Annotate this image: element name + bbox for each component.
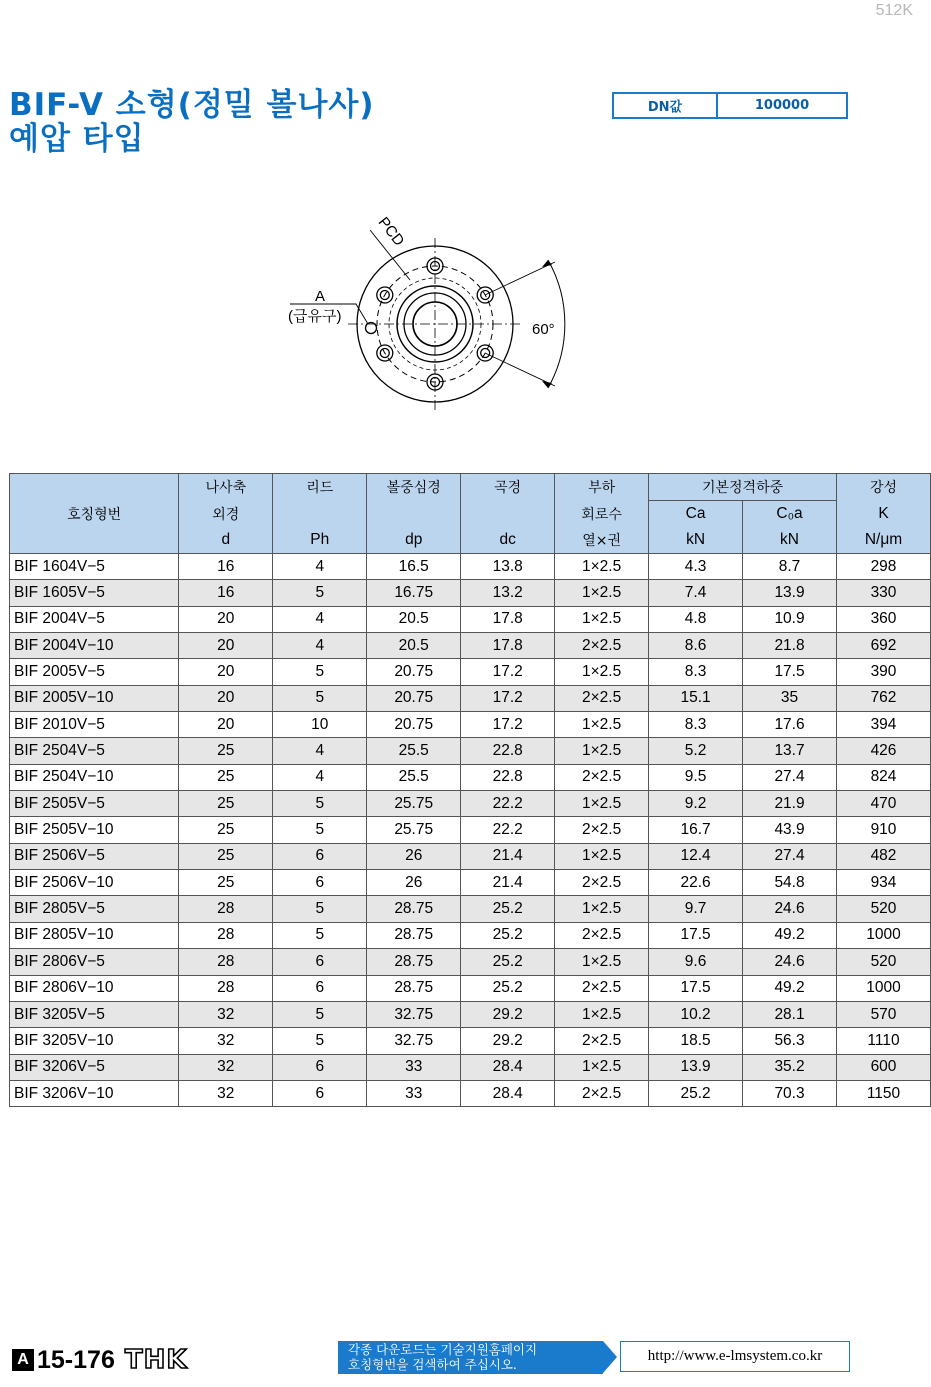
header-circuits-2: 회로수 [555,501,649,528]
section-badge: A [12,1349,34,1371]
flange-diagram [270,210,600,420]
header-row-2 [10,501,931,528]
cell-model: BIF 2504V−10 [10,764,179,790]
cell-c0a: 54.8 [743,870,837,896]
cell-shaft-dia: 20 [179,659,273,685]
header-c0a-1: C₀a [743,501,837,528]
cell-c0a: 49.2 [743,975,837,1001]
cell-root-dia: 25.2 [461,975,555,1001]
cell-lead: 4 [273,633,367,659]
table-row [10,554,931,580]
header-ca-1: Ca [649,501,743,528]
cell-ball-center: 16.75 [367,580,461,606]
cell-model: BIF 2005V−10 [10,685,179,711]
cell-ball-center: 25.75 [367,791,461,817]
cell-model: BIF 2806V−5 [10,949,179,975]
cell-c0a: 27.4 [743,764,837,790]
cell-ball-center: 20.5 [367,633,461,659]
cell-lead: 6 [273,843,367,869]
a-label: A [315,288,326,305]
cell-ca: 17.5 [649,922,743,948]
cell-shaft-dia: 16 [179,580,273,606]
cell-shaft-dia: 32 [179,1080,273,1106]
header-shaft-1: 나사축 [179,474,273,501]
cell-stiffness: 330 [837,580,931,606]
cell-ca: 9.2 [649,791,743,817]
cell-circuits: 1×2.5 [555,1001,649,1027]
cell-stiffness: 520 [837,896,931,922]
cell-root-dia: 17.8 [461,606,555,632]
cell-model: BIF 2805V−5 [10,896,179,922]
table-row [10,633,931,659]
cell-shaft-dia: 25 [179,870,273,896]
angle-extension-lower [485,353,555,386]
cell-lead: 6 [273,1054,367,1080]
cell-c0a: 24.6 [743,949,837,975]
cell-circuits: 1×2.5 [555,843,649,869]
title-line-1: BIF-V 소형(정밀 볼나사) [9,87,375,123]
cell-model: BIF 3205V−5 [10,1001,179,1027]
cell-ball-center: 25.5 [367,738,461,764]
cell-root-dia: 21.4 [461,870,555,896]
cell-c0a: 13.9 [743,580,837,606]
cell-lead: 5 [273,896,367,922]
cell-root-dia: 13.2 [461,580,555,606]
cell-root-dia: 17.2 [461,712,555,738]
cell-stiffness: 390 [837,659,931,685]
cell-model: BIF 2806V−10 [10,975,179,1001]
cell-root-dia: 28.4 [461,1080,555,1106]
cell-root-dia: 17.8 [461,633,555,659]
cell-stiffness: 762 [837,685,931,711]
cell-shaft-dia: 28 [179,922,273,948]
cell-circuits: 1×2.5 [555,659,649,685]
cell-circuits: 1×2.5 [555,1054,649,1080]
cell-model: BIF 2004V−10 [10,633,179,659]
cell-ca: 10.2 [649,1001,743,1027]
dn-value-box [612,92,848,119]
cell-ball-center: 33 [367,1080,461,1106]
cell-shaft-dia: 32 [179,1001,273,1027]
cell-stiffness: 520 [837,949,931,975]
cell-stiffness: 824 [837,764,931,790]
cell-root-dia: 28.4 [461,1054,555,1080]
table-row [10,659,931,685]
cell-ca: 16.7 [649,817,743,843]
brand-logo: THK [124,1345,188,1375]
cell-model: BIF 2010V−5 [10,712,179,738]
cell-ca: 9.5 [649,764,743,790]
table-row [10,843,931,869]
header-model-top [10,474,179,501]
cell-model: BIF 1604V−5 [10,554,179,580]
page-title [9,88,375,156]
cell-root-dia: 25.2 [461,896,555,922]
cell-ball-center: 26 [367,870,461,896]
cell-root-dia: 25.2 [461,922,555,948]
a-note: (급유구) [288,308,342,325]
spec-table [9,473,931,1107]
cell-lead: 10 [273,712,367,738]
table-row [10,580,931,606]
cell-c0a: 24.6 [743,896,837,922]
header-shaft-2: 외경 [179,501,273,528]
cell-shaft-dia: 20 [179,633,273,659]
cell-shaft-dia: 25 [179,843,273,869]
cell-root-dia: 22.8 [461,738,555,764]
header-rating-group: 기본정격하중 [649,474,837,501]
cell-c0a: 17.6 [743,712,837,738]
cell-stiffness: 1110 [837,1028,931,1054]
cell-root-dia: 29.2 [461,1001,555,1027]
cell-circuits: 2×2.5 [555,817,649,843]
cell-lead: 6 [273,1080,367,1106]
cell-root-dia: 22.2 [461,791,555,817]
cell-c0a: 43.9 [743,817,837,843]
table-row [10,1080,931,1106]
cell-shaft-dia: 20 [179,606,273,632]
cell-ball-center: 20.75 [367,685,461,711]
table-row [10,949,931,975]
header-shaft-3: d [179,527,273,554]
cell-ca: 12.4 [649,843,743,869]
header-root-2 [461,501,555,528]
cell-shaft-dia: 25 [179,764,273,790]
cell-model: BIF 2506V−5 [10,843,179,869]
cell-c0a: 17.5 [743,659,837,685]
cell-shaft-dia: 16 [179,554,273,580]
table-row [10,870,931,896]
table-row [10,791,931,817]
cell-c0a: 70.3 [743,1080,837,1106]
table-row [10,685,931,711]
cell-shaft-dia: 28 [179,896,273,922]
cell-ca: 7.4 [649,580,743,606]
table-row [10,975,931,1001]
cell-lead: 5 [273,685,367,711]
cell-shaft-dia: 32 [179,1054,273,1080]
header-stiffness-2: K [837,501,931,528]
cell-shaft-dia: 25 [179,738,273,764]
cell-circuits: 1×2.5 [555,554,649,580]
cell-c0a: 49.2 [743,922,837,948]
cell-ball-center: 20.75 [367,712,461,738]
angle-extension-upper [485,262,555,295]
cell-ball-center: 28.75 [367,949,461,975]
title-line-2: 예압 타입 [9,121,145,157]
cell-root-dia: 22.8 [461,764,555,790]
cell-circuits: 1×2.5 [555,949,649,975]
cell-root-dia: 13.8 [461,554,555,580]
angle-arrow-top [542,260,552,267]
cell-c0a: 35.2 [743,1054,837,1080]
cell-lead: 5 [273,1028,367,1054]
cell-ball-center: 32.75 [367,1001,461,1027]
cell-circuits: 2×2.5 [555,685,649,711]
cell-model: BIF 3206V−10 [10,1080,179,1106]
cell-stiffness: 910 [837,817,931,843]
cell-ca: 9.7 [649,896,743,922]
cell-ball-center: 16.5 [367,554,461,580]
cell-c0a: 13.7 [743,738,837,764]
cell-ca: 13.9 [649,1054,743,1080]
cell-shaft-dia: 28 [179,975,273,1001]
table-row [10,712,931,738]
cell-root-dia: 22.2 [461,817,555,843]
cell-circuits: 2×2.5 [555,764,649,790]
cell-ball-center: 28.75 [367,922,461,948]
cell-stiffness: 426 [837,738,931,764]
cell-c0a: 27.4 [743,843,837,869]
header-lead-1: 리드 [273,474,367,501]
cell-shaft-dia: 25 [179,791,273,817]
cell-root-dia: 17.2 [461,659,555,685]
cell-ca: 22.6 [649,870,743,896]
dn-value: 100000 [754,98,810,113]
cell-stiffness: 360 [837,606,931,632]
cell-ball-center: 26 [367,843,461,869]
header-ball-center-1: 볼중심경 [367,474,461,501]
cell-stiffness: 470 [837,791,931,817]
cell-circuits: 2×2.5 [555,1080,649,1106]
page-code: 512K [875,2,913,19]
cell-ca: 8.3 [649,659,743,685]
cell-lead: 6 [273,870,367,896]
table-row [10,1001,931,1027]
header-row-1 [10,474,931,501]
cell-model: BIF 2805V−10 [10,922,179,948]
cell-ball-center: 32.75 [367,1028,461,1054]
cell-stiffness: 298 [837,554,931,580]
banner-line-2: 호칭형번을 검색하여 주십시오. [348,1357,517,1372]
cell-ca: 25.2 [649,1080,743,1106]
cell-model: BIF 3206V−5 [10,1054,179,1080]
cell-circuits: 2×2.5 [555,633,649,659]
header-model: 호칭형번 [10,501,179,528]
cell-lead: 5 [273,1001,367,1027]
cell-circuits: 1×2.5 [555,738,649,764]
cell-stiffness: 1000 [837,975,931,1001]
cell-model: BIF 2505V−10 [10,817,179,843]
dn-label: DN값 [614,94,718,117]
pcd-label: PCD [374,213,408,250]
header-stiffness-3: N/μm [837,527,931,554]
table-row [10,738,931,764]
cell-root-dia: 29.2 [461,1028,555,1054]
cell-ball-center: 20.5 [367,606,461,632]
banner-line-1: 각종 다운로드는 기술지원홈페이지 [348,1342,538,1357]
header-stiffness-1: 강성 [837,474,931,501]
cell-lead: 4 [273,764,367,790]
cell-lead: 5 [273,791,367,817]
cell-ca: 8.3 [649,712,743,738]
angle-arrow-bottom [542,381,552,388]
cell-circuits: 1×2.5 [555,791,649,817]
table-row [10,606,931,632]
cell-model: BIF 2504V−5 [10,738,179,764]
cell-model: BIF 2506V−10 [10,870,179,896]
header-ball-center-3: dp [367,527,461,554]
cell-shaft-dia: 25 [179,817,273,843]
cell-model: BIF 2005V−5 [10,659,179,685]
cell-c0a: 21.8 [743,633,837,659]
cell-lead: 4 [273,606,367,632]
cell-model: BIF 3205V−10 [10,1028,179,1054]
header-lead-2 [273,501,367,528]
cell-stiffness: 934 [837,870,931,896]
cell-ball-center: 33 [367,1054,461,1080]
header-circuits-3: 열×권 [555,527,649,554]
cell-circuits: 1×2.5 [555,896,649,922]
cell-ca: 15.1 [649,685,743,711]
header-circuits-1: 부하 [555,474,649,501]
cell-ca: 4.8 [649,606,743,632]
cell-c0a: 28.1 [743,1001,837,1027]
cell-lead: 5 [273,817,367,843]
cell-lead: 4 [273,738,367,764]
cell-root-dia: 21.4 [461,843,555,869]
cell-ball-center: 25.75 [367,817,461,843]
cell-c0a: 8.7 [743,554,837,580]
cell-lead: 5 [273,922,367,948]
cell-stiffness: 600 [837,1054,931,1080]
cell-ball-center: 28.75 [367,896,461,922]
cell-stiffness: 482 [837,843,931,869]
cell-lead: 4 [273,554,367,580]
cell-stiffness: 1000 [837,922,931,948]
header-row-3 [10,527,931,554]
cell-shaft-dia: 20 [179,685,273,711]
table-row [10,817,931,843]
download-banner [338,1341,603,1374]
cell-circuits: 2×2.5 [555,1028,649,1054]
table-row [10,1028,931,1054]
cell-circuits: 1×2.5 [555,580,649,606]
cell-root-dia: 25.2 [461,949,555,975]
cell-shaft-dia: 32 [179,1028,273,1054]
website-link[interactable]: http://www.e-lmsystem.co.kr [620,1341,850,1372]
cell-c0a: 21.9 [743,791,837,817]
header-ball-center-2 [367,501,461,528]
cell-ca: 9.6 [649,949,743,975]
cell-ca: 4.3 [649,554,743,580]
header-root-3: dc [461,527,555,554]
cell-lead: 5 [273,659,367,685]
header-ca-2: kN [649,527,743,554]
angle-label: 60° [532,321,555,338]
table-row [10,1054,931,1080]
cell-circuits: 2×2.5 [555,975,649,1001]
header-c0a-2: kN [743,527,837,554]
cell-circuits: 1×2.5 [555,606,649,632]
cell-root-dia: 17.2 [461,685,555,711]
cell-c0a: 56.3 [743,1028,837,1054]
cell-stiffness: 394 [837,712,931,738]
header-model-bottom [10,527,179,554]
cell-ca: 17.5 [649,975,743,1001]
table-row [10,764,931,790]
cell-ca: 5.2 [649,738,743,764]
cell-ball-center: 20.75 [367,659,461,685]
cell-c0a: 35 [743,685,837,711]
cell-model: BIF 2505V−5 [10,791,179,817]
header-lead-3: Ph [273,527,367,554]
cell-shaft-dia: 20 [179,712,273,738]
cell-ball-center: 25.5 [367,764,461,790]
header-root-1: 곡경 [461,474,555,501]
table-row [10,922,931,948]
cell-shaft-dia: 28 [179,949,273,975]
cell-ca: 8.6 [649,633,743,659]
page-number: 15-176 [37,1345,115,1374]
cell-ca: 18.5 [649,1028,743,1054]
cell-circuits: 2×2.5 [555,922,649,948]
cell-c0a: 10.9 [743,606,837,632]
cell-stiffness: 570 [837,1001,931,1027]
cell-model: BIF 2004V−5 [10,606,179,632]
spec-table-body [10,554,931,1107]
cell-circuits: 1×2.5 [555,712,649,738]
table-row [10,896,931,922]
cell-model: BIF 1605V−5 [10,580,179,606]
cell-lead: 5 [273,580,367,606]
footer-page-info [12,1345,188,1375]
cell-ball-center: 28.75 [367,975,461,1001]
cell-circuits: 2×2.5 [555,870,649,896]
cell-lead: 6 [273,975,367,1001]
cell-lead: 6 [273,949,367,975]
cell-stiffness: 692 [837,633,931,659]
cell-stiffness: 1150 [837,1080,931,1106]
